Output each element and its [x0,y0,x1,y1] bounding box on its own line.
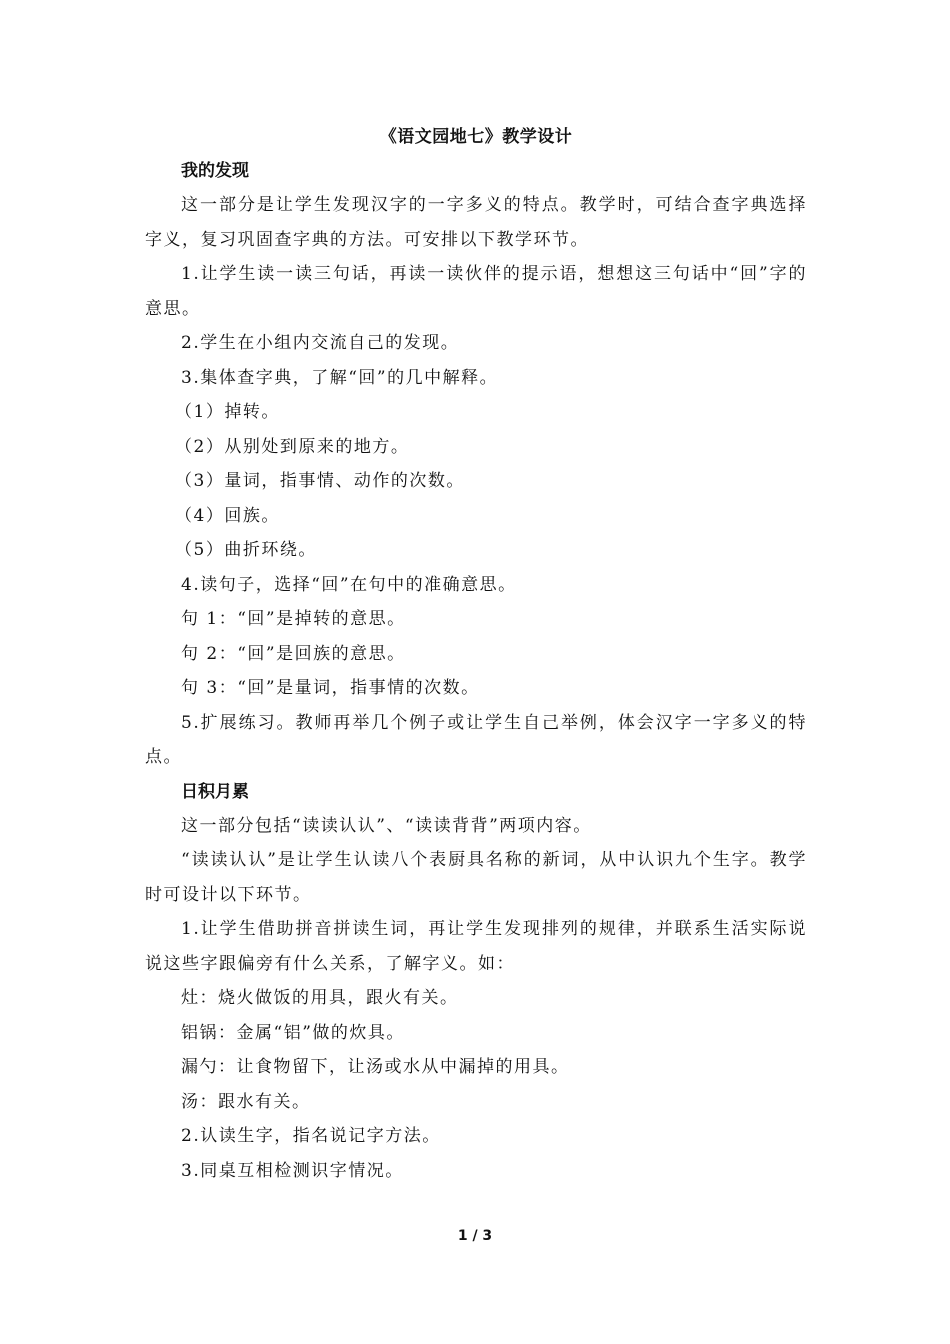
document-title: 《语文园地七》教学设计 [379,127,573,147]
list-item: 句 3：“回”是量词，指事情的次数。 [181,678,480,698]
paragraph: 2.学生在小组内交流自己的发现。 [181,333,460,353]
paragraph: 5.扩展练习。教师再举几个例子或让学生自己举例，体会汉字一字多义的特点。 [145,712,807,767]
list-item: （1）掉转。 [175,402,280,422]
paragraph: 2.认读生字，指名说记字方法。 [181,1126,441,1146]
list-item: 汤：跟水有关。 [181,1091,311,1112]
document-body [145,122,807,1188]
paragraph: 这一部分包括“读读认认”、“读读背背”两项内容。 [181,815,592,836]
list-item: （5）曲折环绕。 [175,540,317,560]
list-item: 句 2：“回”是回族的意思。 [181,643,406,664]
paragraph: “读读认认”是让学生认读八个表厨具名称的新词，从中认识九个生字。教学时可设计以下环节。 [145,850,807,905]
paragraph: 3.集体查字典，了解“回”的几中解释。 [181,367,499,388]
paragraph: 3.同桌互相检测识字情况。 [181,1160,404,1181]
list-item: （2）从别处到原来的地方。 [175,436,410,457]
list-item: 句 1：“回”是掉转的意思。 [181,609,406,629]
paragraph: 这一部分是让学生发现汉字的一字多义的特点。教学时，可结合查字典选择字义，复习巩固查字典的方法。可安排以下教学环节。 [145,195,807,250]
paragraph: 4.读句子，选择“回”在句中的准确意思。 [181,574,517,595]
list-item: （3）量词，指事情、动作的次数。 [175,471,465,491]
list-item: （4）回族。 [175,505,280,526]
list-item: 灶：烧火做饭的用具，跟火有关。 [181,988,459,1008]
section-heading-daily-accumulation: 日积月累 [181,781,249,802]
section-heading-my-discovery: 我的发现 [181,161,249,181]
list-item: 漏勺：让食物留下，让汤或水从中漏掉的用具。 [181,1057,570,1077]
paragraph: 1.让学生借助拼音拼读生词，再让学生发现排列的规律，并联系生活实际说说这些字跟偏旁有什么关系，了解字义。如： [145,919,807,974]
paragraph: 1.让学生读一读三句话，再读一读伙伴的提示语，想想这三句话中“回”字的意思。 [145,264,807,319]
list-item: 铝锅：金属“铝”做的炊具。 [181,1022,405,1043]
page-number: 1 / 3 [457,1228,493,1244]
